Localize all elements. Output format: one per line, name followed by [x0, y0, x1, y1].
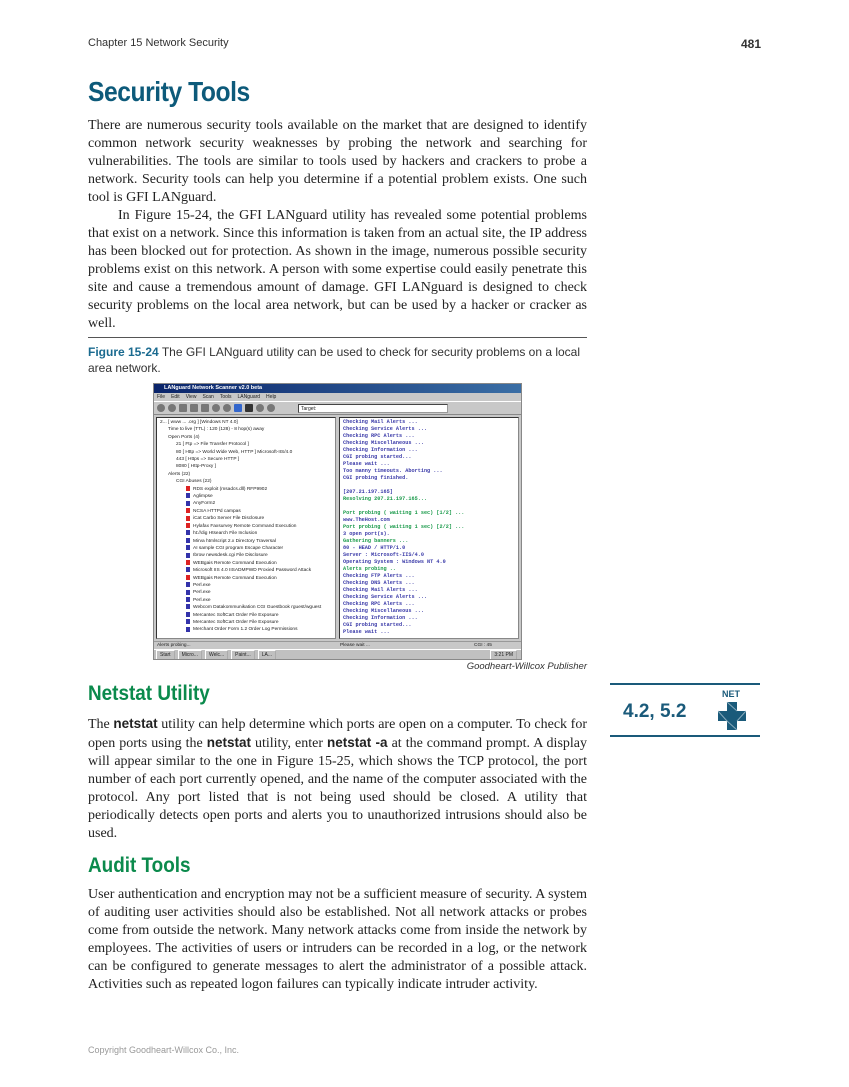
alert-icon: [186, 597, 190, 602]
log-line: Checking Miscellaneous ...: [343, 440, 424, 446]
tree-item[interactable]: Time to live (TTL) : 120 (128) - 8 hop(s) away: [168, 427, 265, 433]
log-line: CGI probing started...: [343, 622, 412, 628]
running-header-chapter: Chapter 15 Network Security: [88, 37, 229, 49]
tree-item[interactable]: Open Ports (4): [168, 434, 200, 440]
tree-item[interactable]: Mercantec SoftCart Order File Exposure: [160, 619, 332, 626]
tree-item[interactable]: WEBgais Remote Command Execution: [160, 575, 332, 582]
tree-item[interactable]: 8080 [ Http-Proxy ]: [176, 464, 216, 470]
log-line: Checking FTP Alerts ...: [343, 573, 415, 579]
tree-item[interactable]: NCSA HTTPd campas: [160, 508, 332, 515]
status-right: CGI : 45: [474, 643, 492, 648]
figure-caption: [88, 344, 587, 376]
menu-item[interactable]: Help: [266, 394, 277, 400]
log-line: CGI probing finished.: [343, 475, 409, 481]
log-line: www.TheHost.com: [343, 517, 390, 523]
taskbar-button[interactable]: Micro...: [178, 650, 202, 660]
tree-item[interactable]: AI sample CGI program Escape Character: [160, 545, 332, 552]
log-line: Checking Miscellaneous ...: [343, 608, 424, 614]
copyright-footer: Copyright Goodheart-Willcox Co., Inc.: [88, 1045, 240, 1055]
log-line: 80 - HEAD / HTTP/1.0: [343, 545, 406, 551]
caption-text: The GFI LANguard utility can be used to check for security problems on a local area network.: [88, 345, 581, 375]
main-text-column: [88, 117, 587, 994]
log-line: Checking RPC Alerts ...: [343, 601, 415, 607]
tree-item[interactable]: WEBgais Remote Command Execution: [160, 560, 332, 567]
taskbar-button[interactable]: Start: [156, 650, 175, 660]
tree-item[interactable]: Ibrow newsdesk.cgi File Disclosure: [160, 552, 332, 559]
alert-icon: [186, 612, 190, 617]
log-line: Checking Mail Alerts ...: [343, 419, 418, 425]
tree-item[interactable]: Mercantec SoftCart Order File Exposure: [160, 612, 332, 619]
alert-icon: [186, 530, 190, 535]
net-objectives-box: [610, 683, 760, 737]
section-title-netstat: Netstat Utility: [88, 682, 210, 705]
log-line: Alerts probing ..: [343, 566, 396, 572]
log-line: 3 open port(s).: [343, 531, 390, 537]
alert-icon: [186, 575, 190, 580]
paragraph: There are numerous security tools available on the market that are designed to identify common network security weaknesses by probing the network and searching for vulnerabilities. The tools are similar to tools used by hackers and crackers to probe a network. Security tools can help you determine if a potential problem exists. One such tool is GFI LANguard.: [88, 118, 587, 205]
tree-item[interactable]: 2... [ www ... .org ] [Windows NT 4.0]: [160, 420, 238, 425]
toolbar: [154, 401, 521, 415]
figure-credit: Goodheart-Willcox Publisher: [466, 661, 587, 672]
alert-icon: [186, 523, 190, 528]
menu-bar: [154, 393, 521, 401]
log-line: Operating System : Windows NT 4.0: [343, 559, 446, 565]
log-line: Gathering banners ...: [343, 538, 409, 544]
alert-icon: [186, 545, 190, 550]
tree-item[interactable]: Perl.exe: [160, 582, 332, 589]
log-line: Server : Microsoft-IIS/4.0: [343, 552, 424, 558]
figure: [88, 383, 587, 660]
log-line: Checking DNS Alerts ...: [343, 580, 415, 586]
log-line: CGI probing started...: [343, 454, 412, 460]
tree-item[interactable]: Alerts (22): [168, 471, 191, 477]
tree-item[interactable]: ht://dig Htsearch File Inclusion: [160, 530, 332, 537]
section-title-security-tools: Security Tools: [88, 76, 250, 107]
figure-divider: [88, 337, 587, 338]
menu-item[interactable]: Tools: [219, 394, 232, 400]
taskbar-button[interactable]: Paint...: [231, 650, 255, 660]
tree-item[interactable]: 21 [ Ftp => File Transfer Protocol ]: [176, 442, 249, 448]
tree-item[interactable]: 443 [ Https => Secure HTTP ]: [176, 457, 240, 463]
tree-item[interactable]: Hylafax Faxsurvey Remote Command Execution: [160, 523, 332, 530]
log-line: Checking RPC Alerts ...: [343, 433, 415, 439]
tree-item[interactable]: iCat Carbo Server File Disclosure: [160, 515, 332, 522]
menu-item[interactable]: Scan: [202, 394, 214, 400]
menu-item[interactable]: View: [185, 394, 197, 400]
menu-item[interactable]: LANguard: [237, 394, 261, 400]
menu-item[interactable]: Edit: [171, 394, 180, 400]
log-line: [343, 482, 515, 489]
target-field: [298, 404, 448, 413]
log-line: Checking Mail Alerts ...: [343, 587, 418, 593]
alert-icon: [186, 493, 190, 498]
log-line: Port probing ( waiting 1 sec) [1/2] ...: [343, 510, 465, 516]
target-label: Target:: [301, 405, 317, 412]
status-mid: Please wait ...: [340, 643, 370, 648]
taskbar-button[interactable]: Welc...: [205, 650, 228, 660]
tree-item[interactable]: AnyForm2: [160, 500, 332, 507]
taskbar: [154, 649, 521, 660]
window-title: LANguard Network Scanner v2.0 beta: [154, 384, 521, 393]
paragraph: User authentication and encryption may not be a sufficient measure of security. A system of auditing user activities should also be established. Not all network attacks or probes come from outside the network. Many network attacks come from inside the network by employees. The activities of users or intruders can be recorded in a log, or the network can be configured to generate messages to alert the administrator of a possible attack. Activities such as repeated logon failures can typically indicate intruder activity.: [88, 887, 587, 992]
scan-log: [339, 417, 519, 639]
clock: 3:21 PM: [490, 650, 517, 660]
paragraph: In Figure 15-24, the GFI LANguard utility has revealed some potential problems that exist on a network. Since this information is taken from an actual site, the IP address has been blocked out for protection. As shown in the image, numerous possible security problems exist on this network. A person with some expertise could easily penetrate this site and cause a tremendous amount of damage. GFI LANguard is designed to check security problems on the local area network, but can be used by a hacker or cracker as well.: [88, 208, 587, 331]
log-line: Resolving 207.21.197.165...: [343, 496, 428, 502]
tree-item[interactable]: 80 [ Http => World Wide Web, HTTP ] Microsoft-IIS/4.0: [176, 449, 293, 455]
net-plus-icon: [718, 702, 746, 730]
results-tree: [156, 417, 336, 639]
log-line: [343, 503, 515, 510]
page-number: 481: [740, 37, 761, 51]
taskbar-button[interactable]: LA...: [258, 650, 276, 660]
languard-screenshot: [153, 383, 522, 660]
net-label: NET: [722, 689, 740, 699]
alert-icon: [186, 538, 190, 543]
log-line: Checking Information ...: [343, 447, 418, 453]
status-left: Alerts probing...: [157, 643, 191, 648]
menu-item[interactable]: File: [157, 394, 166, 400]
paragraph: The netstat utility can help determine which ports are open on a computer. To check for open ports using the netstat utility, enter netstat -a at the command prompt. A display will appear similar to the one in Figure 15-25, which shows the TCP protocol, the port number of each port currently opened, and the name of the computer associated with the protocol. Any port listed that is not being used should be closed. A utility that periodically detects open ports and alerts you to unauthorized intrusions should also be used.: [88, 716, 588, 841]
alert-icon: [186, 553, 190, 558]
alert-icon: [186, 627, 190, 632]
alert-icon: [186, 486, 190, 491]
tree-item[interactable]: Mirva htmlscript 2.x Directory Traversal: [160, 538, 332, 545]
alert-icon: [186, 590, 190, 595]
log-line: Checking Service Alerts ...: [343, 426, 428, 432]
log-line: Too manny timeouts. Aborting ...: [343, 468, 443, 474]
alert-icon: [186, 560, 190, 565]
alert-icon: [186, 582, 190, 587]
figure-label: Figure 15-24: [88, 345, 159, 359]
tree-item[interactable]: Microsoft IIS 4.0 IISADMPWD Proxied Password Attack: [160, 567, 332, 574]
alert-icon: [186, 619, 190, 624]
section-title-audit-tools: Audit Tools: [88, 854, 191, 877]
log-line: [207.21.197.165]: [343, 489, 393, 495]
alert-icon: [186, 604, 190, 609]
alert-icon: [186, 567, 190, 572]
log-line: Please wait ...: [343, 461, 390, 467]
objective-numbers: 4.2, 5.2: [623, 701, 687, 722]
log-line: Port probing ( waiting 1 sec) [2/2] ...: [343, 524, 465, 530]
log-line: Checking Information ...: [343, 615, 418, 621]
tree-item[interactable]: Aglimpse: [160, 493, 332, 500]
alert-icon: [186, 508, 190, 513]
tree-item[interactable]: Perl.exe: [160, 589, 332, 596]
tree-item[interactable]: Merchant Order Form 1.2 Order Log Permissions: [160, 626, 332, 633]
alert-icon: [186, 501, 190, 506]
tree-item[interactable]: Perl.exe: [160, 597, 332, 604]
alert-icon: [186, 516, 190, 521]
status-bar: [154, 641, 521, 648]
log-line: Please wait ...: [343, 629, 390, 635]
log-line: Checking Service Alerts ...: [343, 594, 428, 600]
tree-item[interactable]: RDS exploit (msadcs.dll) RFP9902: [160, 486, 332, 493]
tree-item[interactable]: Webcom Datakommunikation CGI Guestbook rguest/wguest: [160, 604, 332, 611]
tree-item[interactable]: CGI Abuses (22): [176, 479, 212, 485]
